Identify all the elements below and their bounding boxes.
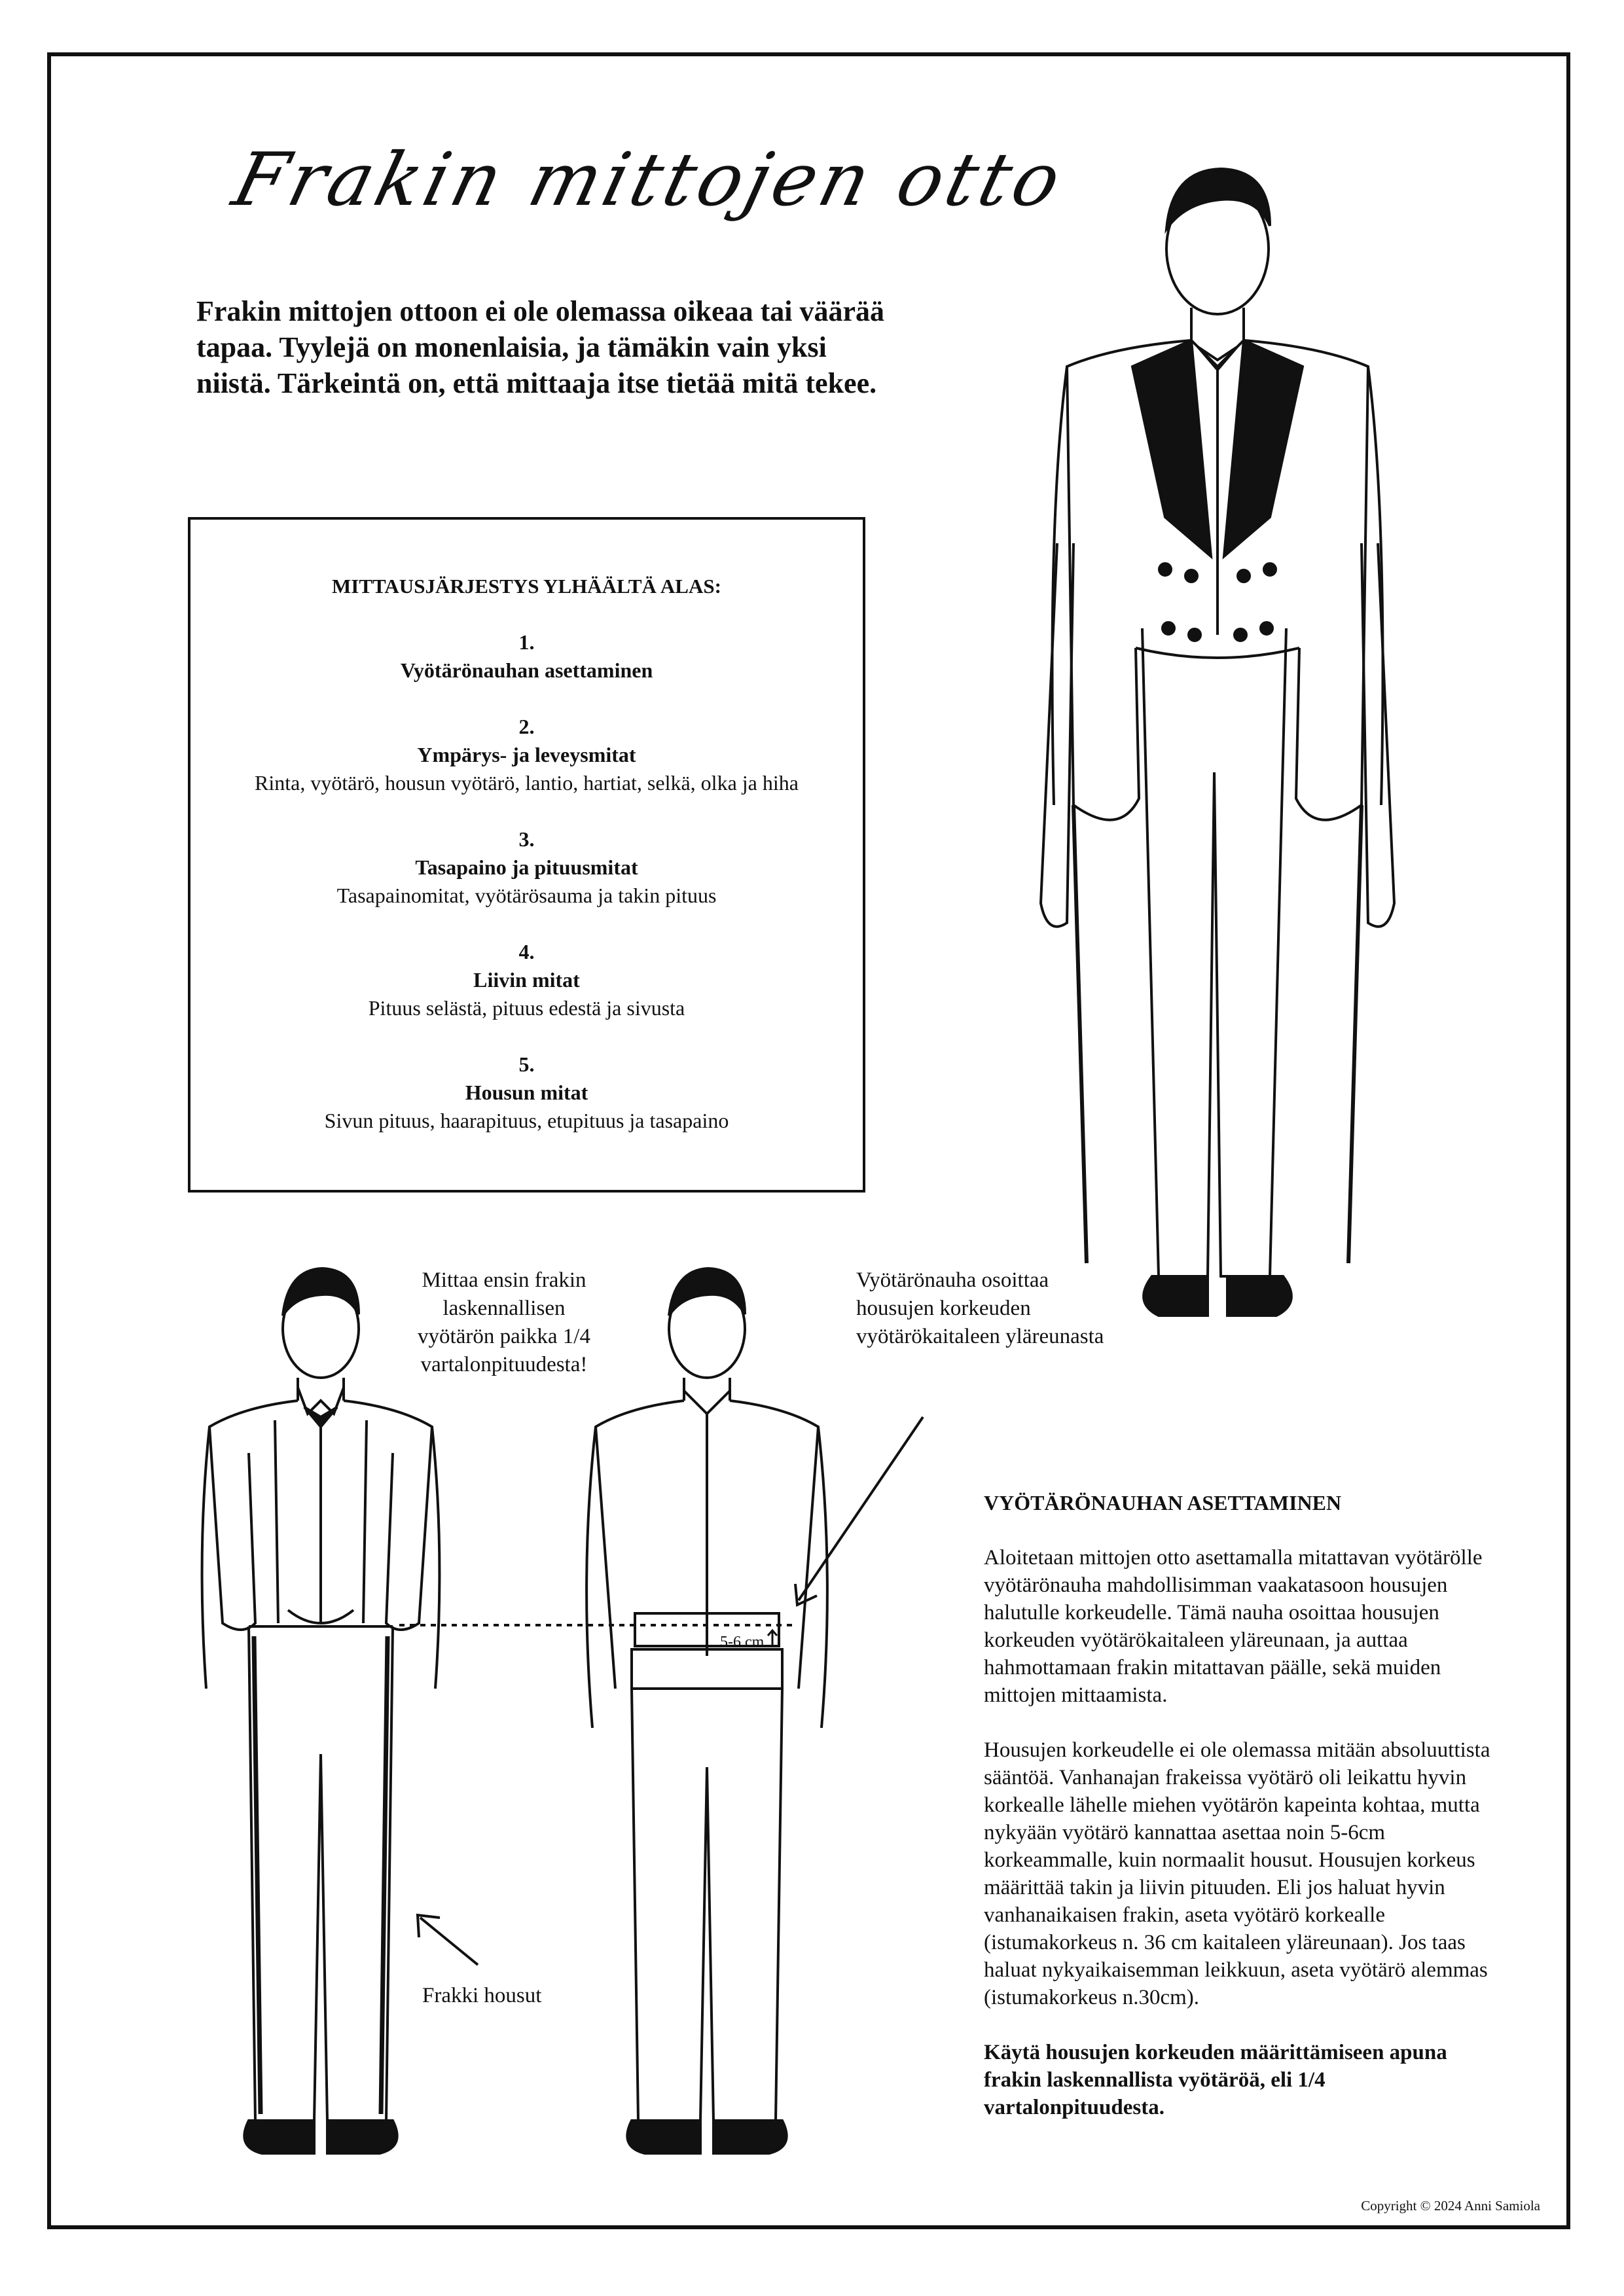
step-detail: Sivun pituus, haarapituus, etupituus ja tasapaino xyxy=(324,1109,729,1132)
step-title: Tasapaino ja pituusmitat xyxy=(415,855,638,879)
copyright-notice: Copyright © 2024 Anni Samiola xyxy=(1361,2198,1540,2214)
step-number: 3. xyxy=(518,827,535,851)
step-detail: Rinta, vyötärö, housun vyötärö, lantio, hartiat, selkä, olka ja hiha xyxy=(255,771,799,795)
suspenders-figure-illustration xyxy=(183,1257,465,2173)
step-detail: Pituus selästä, pituus edestä ja sivusta xyxy=(368,996,685,1020)
waist-position-caption: Mittaa ensin frakin laskennallisen vyötärön paikka 1/4 vartalonpituudesta! xyxy=(418,1268,590,1376)
waistband-caption: Vyötärönauha osoittaa housujen korkeuden vyötärökaitaleen yläreunasta xyxy=(856,1268,1104,1348)
step-4 xyxy=(190,938,863,1022)
waistband-figure-illustration xyxy=(563,1257,851,2173)
measurement-order-heading: MITTAUSJÄRJESTYS YLHÄÄLTÄ ALAS: xyxy=(332,575,721,598)
band-height-arrow-icon xyxy=(766,1628,779,1648)
tailcoat-trousers-caption: Frakki housut xyxy=(422,1984,542,2007)
step-5 xyxy=(190,1050,863,1135)
waistband-paragraph-1: Aloitetaan mittojen otto asettamalla mitattavan vyötärölle vyötärönauha mahdollisimman vaakatasoon housujen halutulle korkeudelle. Tämä nauha osoittaa housujen korkeuden vyötärökaitaleen yläreunaan, ja auttaa hahmottamaan frakin mitattavan päälle, sekä muiden mittojen mittaamista. xyxy=(984,1546,1483,1707)
step-number: 2. xyxy=(518,715,535,738)
step-title: Vyötärönauhan asettaminen xyxy=(400,658,653,682)
waistband-section-heading: VYÖTÄRÖNAUHAN ASETTAMINEN xyxy=(984,1491,1342,1515)
step-title: Housun mitat xyxy=(465,1081,588,1104)
step-detail: Tasapainomitat, vyötärösauma ja takin pituus xyxy=(336,884,717,907)
measurement-order-box xyxy=(188,517,865,1193)
waistband-pointer-arrow-icon xyxy=(785,1414,929,1610)
band-height-label: 5-6 cm xyxy=(720,1634,765,1651)
step-1 xyxy=(190,628,863,685)
step-number: 5. xyxy=(518,1052,535,1076)
step-3 xyxy=(190,825,863,910)
intro-text: Frakin mittojen ottoon ei ole olemassa oikeaa tai väärää tapaa. Tyylejä on monenlaisia, ja tämäkin vain yksi niistä. Tärkeintä on, että mittaaja itse tietää mitä tekee. xyxy=(196,295,884,399)
trousers-pointer-arrow-icon xyxy=(412,1911,484,1970)
step-number: 1. xyxy=(518,630,535,654)
waistband-section xyxy=(984,1489,1494,2149)
page-title: Frakin mittojen otto xyxy=(225,137,1073,223)
waistband-paragraph-2: Housujen korkeudelle ei ole olemassa mitään absoluuttista sääntöä. Vanhanajan frakeissa vyötärö oli leikattu hyvin korkealle lähelle miehen vyötärön kapeinta kohtaa, mutta nykyään vyötärö kannattaa asettaa noin 5-6cm korkeammalle, kuin normaalit housut. Housujen korkeus määrittää takin ja liivin pituuden. Eli jos haluat hyvin vanhanaikaisen frakin, aseta vyötärö korkealle (istumakorkeus n. 36 cm kaitaleen yläreunaan). Jos taas haluat nykyaikaisemman leikkuun, aseta vyötärö alemmas (istumakorkeus n.30cm). xyxy=(984,1738,1490,2009)
step-title: Ympärys- ja leveysmitat xyxy=(417,743,636,766)
step-title: Liivin mitat xyxy=(473,968,580,992)
waist-level-dotted-line xyxy=(399,1622,792,1628)
step-2 xyxy=(190,713,863,797)
waistband-paragraph-3: Käytä housujen korkeuden määrittämiseen apuna frakin laskennallista vyötäröä, eli 1/4 vartalonpituudesta. xyxy=(984,2041,1447,2119)
step-number: 4. xyxy=(518,940,535,963)
tailcoat-figure-illustration xyxy=(995,151,1453,1342)
